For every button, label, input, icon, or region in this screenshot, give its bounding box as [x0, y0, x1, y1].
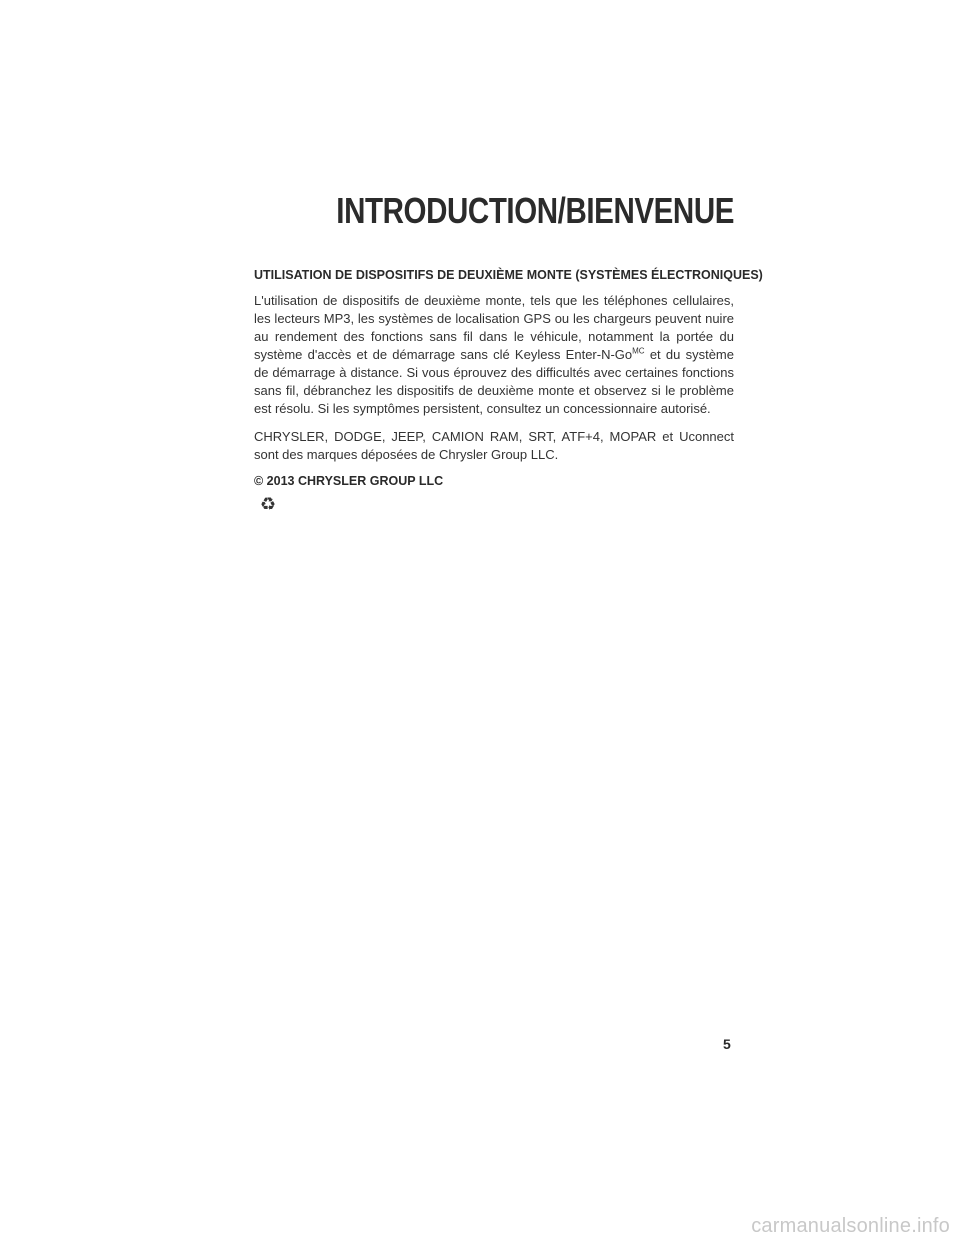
paragraph-aftermarket-devices [254, 292, 734, 418]
copyright-notice: © 2013 CHRYSLER GROUP LLC [254, 474, 444, 488]
section-heading: UTILISATION DE DISPOSITIFS DE DEUXIÈME MONTE (SYSTÈMES ÉLECTRONIQUES) [254, 268, 763, 282]
main-content [254, 268, 763, 515]
page-title: INTRODUCTION/BIENVENUE [336, 190, 734, 231]
trademark-superscript: MC [632, 346, 645, 356]
page-number: 5 [723, 1036, 731, 1052]
paragraph-text-part-1: L'utilisation de dispositifs de deuxième monte, tels que les téléphones cellulaires, les lecteurs MP3, les systèmes de localisation GPS ou les chargeurs peuvent nuire au rendement des fonctions sans fil dans le véhicule, notamment la portée du système d'accès et de démarrage sans clé Keyless Enter-N-Go [254, 293, 734, 362]
recycle-icon: ♻ [260, 494, 277, 515]
watermark-link[interactable]: carmanualsonline.info [751, 1215, 950, 1237]
paragraph-text-part-2: et du système de démarrage à distance. Si vous éprouvez des difficultés avec certaines fonctions sans fil, débranchez les dispositifs de deuxième monte et observez si le problème est résolu. Si les symptômes persistent, consultez un concessionnaire autorisé. [254, 347, 734, 416]
paragraph-trademarks: CHRYSLER, DODGE, JEEP, CAMION RAM, SRT, ATF+4, MOPAR et Uconnect sont des marques déposées de Chrysler Group LLC. [254, 429, 734, 462]
